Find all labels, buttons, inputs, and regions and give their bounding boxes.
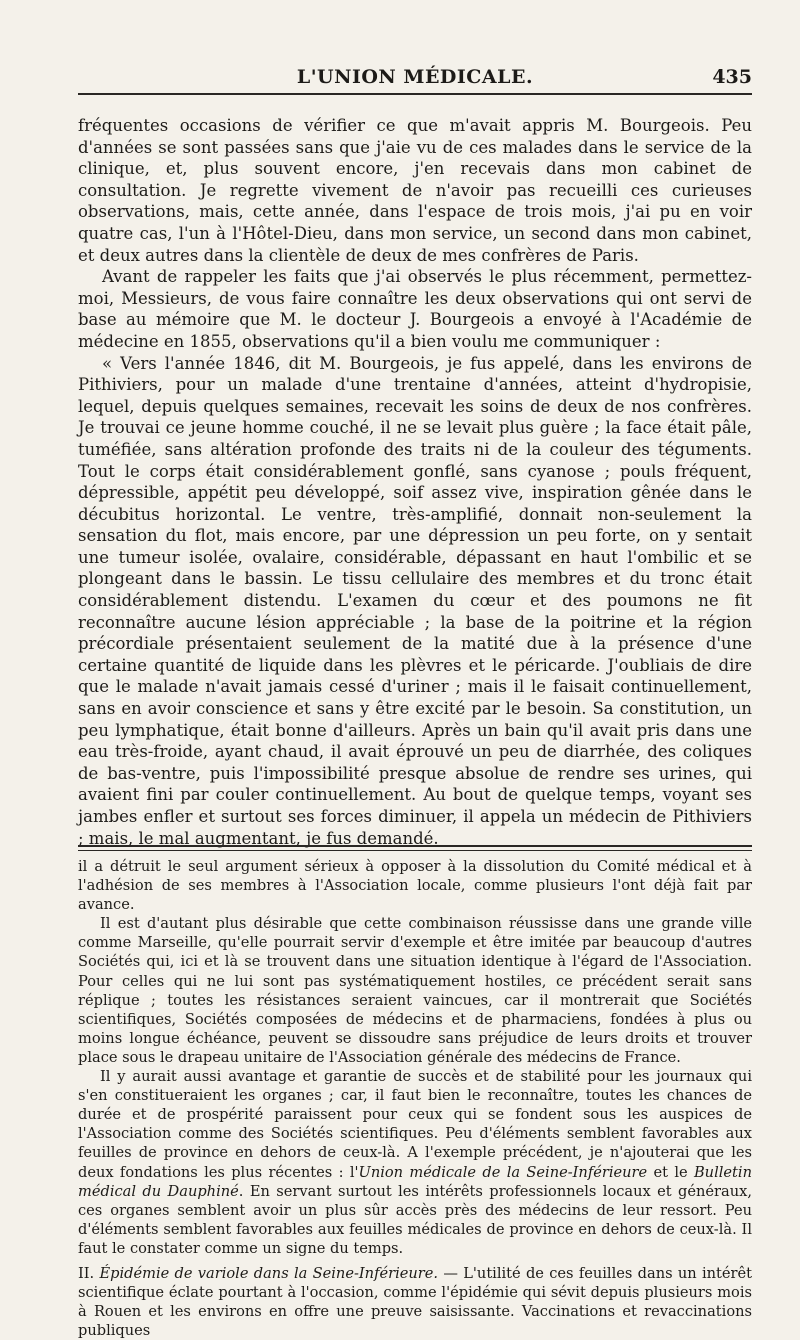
feuilleton-separator bbox=[78, 845, 752, 851]
header-rule bbox=[78, 93, 752, 95]
section-number: II. bbox=[78, 1264, 100, 1282]
separator-rule-thin bbox=[78, 850, 752, 851]
page-header bbox=[78, 60, 752, 94]
article-body bbox=[78, 115, 752, 849]
feuilleton-paragraph-1: il a détruit le seul argument sérieux à opposer à la dissolution du Comité médical et à l'adhésion de ses membres à l'Association locale, comme plusieurs l'ont déjà fait par avance. bbox=[78, 858, 752, 914]
page-number: 435 bbox=[712, 66, 752, 88]
feuilleton-paragraph-2: Il est d'autant plus désirable que cette combinaison réussisse dans une grande ville comme Marseille, qu'elle pourrait servir d'exemple et être imitée par beaucoup d'autres Sociétés qui, ici et là se trouvent dans une situation identique à l'égard de l'Association. Pour celles qui ne lui sont pas systématiquement hostiles, ce précédent serait sans réplique ; toutes les résistances seraient vaincues, car il montrerait que Sociétés scientifiques, Sociétés composées de médecins et de pharmaciens, fondées à plus ou moins longue échéance, peuvent se dissoudre sans préjudice de leurs droits et trouver place sous le drapeau unitaire de l'Association générale des médecins de France. bbox=[78, 915, 752, 1066]
p3-text-a: Il y aurait aussi avantage et garantie de succès et de stabilité pour les journaux qui s'en constitueraient les organes ; car, il faut bien le reconnaître, toutes les chances de durée et de prospérité paraissent pour ceux qui se fondent sous les auspices de l'Association comme des Sociétés scientifiques. Peu d'éléments semblent favorables aux feuilles de province en dehors de ceux-là. A l'exemple précédent, je n'ajouterai que les deux fondations les plus récentes : l' bbox=[78, 1068, 752, 1181]
journal-name-dauphine: Bulletin médical du Dauphiné bbox=[78, 1163, 752, 1200]
article-paragraph-1: fréquentes occasions de vérifier ce que m'avait appris M. Bourgeois. Peu d'années se sont passées sans que j'aie vu de ces malades dans le service de la clinique, et, plus souvent encore, j'en recevais dans mon cabinet de consultation. Je regrette vivement de n'avoir pas recueilli ces curieuses observations, mais, cette année, dans l'espace de trois mois, j'ai pu en voir quatre cas, l'un à l'Hôtel-Dieu, dans mon service, un second dans mon cabinet, et deux autres dans la clientèle de deux de mes confrères de Paris. bbox=[78, 116, 752, 265]
separator-rule-thick bbox=[78, 845, 752, 847]
article-paragraph-3: « Vers l'année 1846, dit M. Bourgeois, je fus appelé, dans les environs de Pithiviers, pour un malade d'une trentaine d'années, atteint d'hydropisie, lequel, depuis quelques semaines, recevait les soins de deux de nos confrères. Je trouvai ce jeune homme couché, il ne se levait plus guère ; la face était pâle, tuméfiée, sans altération profonde des traits ni de la couleur des téguments. Tout le corps était considérablement gonflé, sans cyanose ; pouls fréquent, dépressible, appétit peu développé, soif assez vive, inspiration gênée dans le décubitus horizontal. Le ventre, très-amplifié, donnait non-seulement la sensation du flot, mais encore, par une dépression un peu forte, on y sentait une tumeur isolée, ovalaire, considérable, dépassant en haut l'ombilic et se plongeant dans le bassin. Le tissu cellulaire des membres et du tronc était considérablement distendu. L'examen du cœur et des poumons ne fit reconnaître aucune lésion appréciable ; la base de la poitrine et la région précordiale présentaient seulement de la matité due à la présence d'une certaine quantité de liquide dans les plèvres et le péricarde. J'oubliais de dire que le malade n'avait jamais cessé d'uriner ; mais il le faisait continuellement, sans en avoir conscience et sans y être excité par le besoin. Sa constitution, un peu lymphatique, était bonne d'ailleurs. Après un bain qu'il avait pris dans une eau très-froide, ayant chaud, il avait éprouvé un peu de diarrhée, des coliques de bas-ventre, puis l'impossibilité presque absolue de rendre ses urines, qui avaient fini par couler continuellement. Au bout de quelque temps, voyant ses jambes enfler et surtout ses forces diminuer, il appela un médecin de Pithiviers ; mais, le mal augmentant, je fus demandé. bbox=[78, 353, 752, 848]
journal-title: L'UNION MÉDICALE. bbox=[296, 66, 534, 88]
p3-text-b: et le bbox=[647, 1163, 694, 1181]
feuilleton-paragraph-3 bbox=[78, 1067, 752, 1258]
p3-text-c: . En servant surtout les intérêts professionnels locaux et généraux, ces organes semblent avoir un plus sûr accès près des médecins de leur ressort. Peu d'éléments semblent favorables aux feuilles médicales de province en dehors de ceux-là. Il faut le constater comme un signe du temps. bbox=[78, 1182, 752, 1257]
section-title: Épidémie de variole dans la Seine-Inférieure. bbox=[99, 1264, 439, 1282]
journal-name-seine: Union médicale de la Seine-Inférieure bbox=[358, 1163, 648, 1181]
section-ii-paragraph bbox=[78, 1264, 752, 1340]
section-text: — L'utilité de ces feuilles dans un intérêt scientifique éclate pourtant à l'occasion, comme l'épidémie qui sévit depuis plusieurs mois à Rouen et les environs en offre une preuve saisissante. Vaccinations et revaccinations publiques bbox=[78, 1264, 753, 1340]
article-paragraph-2: Avant de rappeler les faits que j'ai observés le plus récemment, permettez-moi, Messieurs, de vous faire connaître les deux observations qui ont servi de base au mémoire que M. le docteur J. Bourgeois a envoyé à l'Académie de médecine en 1855, observations qu'il a bien voulu me communiquer : bbox=[78, 267, 752, 351]
feuilleton-body bbox=[78, 857, 752, 1340]
